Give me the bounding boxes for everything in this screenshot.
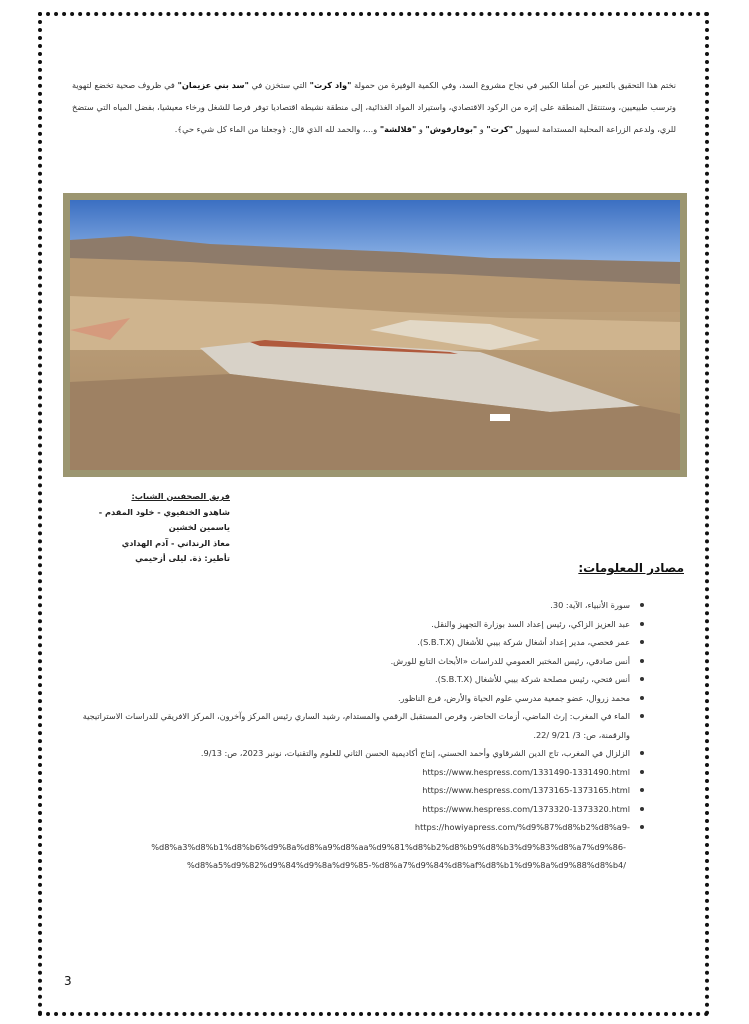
source-item: عبد العزيز الزاكي، رئيس إعداد السد بوزارة التجهيز والنقل. xyxy=(78,615,644,634)
page-number: 3 xyxy=(64,974,72,988)
team-line: معاذ الرنداني - آدم الهدادي xyxy=(121,537,230,548)
source-item: أنس فتحي، رئيس مصلحة شركة بيبي للأشغال (S.B.T.X). xyxy=(78,670,644,689)
url-tail-line: %d8%a5%d9%82%d9%84%d9%8a%d9%85-%d8%a7%d9%84%d8%af%d8%b1%d9%8a%d9%88%d8%b4/ xyxy=(186,860,626,870)
intro-paragraph: نختم هذا التحقيق بالتعبير عن أملنا الكبير في نجاح مشروع السد، وفي الكمية الوفيرة من حمولة "واد كرت" التي ستخزن في "سد بني عزيمان" في ظروف صحية تخضع لتهوية وترسب طبيعيين، وستنتقل المنطقة على إثره من الركود الاقتصادي، واستيراد المواد الغذائية، إلى منطقة نشيطة اقتصاديا توفر فرصا للشغل ورخاء معيشيا، بفضل المياه التي ستضخ للري، ولدعم الزراعة المحلية المستدامة لسهول "كرت" و "بوفارقوش" و "قلالشة" و...، والحمد لله الذي قال: ﴿وجعلنا من الماء كل شيء حي﴾. xyxy=(72,80,676,134)
source-item: الزلزال في المغرب، تاج الدين الشرقاوي وأحمد الحسني، إنتاج أكاديمية الحسن الثاني للعلوم والتقنيات، نونبر 2023، ص: 9/13. xyxy=(78,744,644,763)
source-item: عمر فحصي، مدير إعداد أشغال شركة بيبي للأشغال (S.B.T.X). xyxy=(78,633,644,652)
sources-heading: مصادر المعلومات: xyxy=(578,561,684,575)
source-link[interactable]: https://howiyapress.com/%d9%87%d8%b2%d8%a9- xyxy=(78,818,644,837)
source-item: أنس صادقي، رئيس المختبر العمومي للدراسات «الأبحاث التابع للورش. xyxy=(78,652,644,671)
source-link[interactable]: https://www.hespress.com/1373320-1373320.html xyxy=(78,800,644,819)
team-line: شاهدو الخنفيوي - خلود المقدم - ياسمين لخشين xyxy=(98,506,230,532)
dam-photo-frame xyxy=(63,193,687,477)
team-title: فريق الصحفيين الشباب: xyxy=(131,491,230,501)
sources-list xyxy=(78,596,644,837)
source-link-continuation xyxy=(78,838,626,874)
url-tail-line: %d8%a3%d8%b1%d8%b6%d9%8a%d8%a9%d8%aa%d9%81%d8%b2%d8%b9%d8%b3%d9%83%d8%a7%d9%86- xyxy=(151,842,626,852)
source-link[interactable]: https://www.hespress.com/1373165-1373165.html xyxy=(78,781,644,800)
team-supervisor: تأطير: ذة. ليلى أزحيمي xyxy=(135,553,230,563)
source-item: محمد زروال، عضو جمعية مدرسي علوم الحياة والأرض، فرع الناظور. xyxy=(78,689,644,708)
source-item: سورة الأنبياء، الآية: 30. xyxy=(78,596,644,615)
journalists-team xyxy=(80,489,230,567)
source-link[interactable]: https://www.hespress.com/1331490-1331490.html xyxy=(78,763,644,782)
source-item: الماء في المغرب: إرث الماضي، أزمات الحاضر، وفرص المستقبل الرقمي والمستدام، رشيد الساري رئيس المركز وآخرون، المركز الافريقي للدراسات الاستراتيجية والرقمنة، ص: 3/ 9/21 /22. xyxy=(78,707,644,744)
dam-photo xyxy=(70,200,680,470)
